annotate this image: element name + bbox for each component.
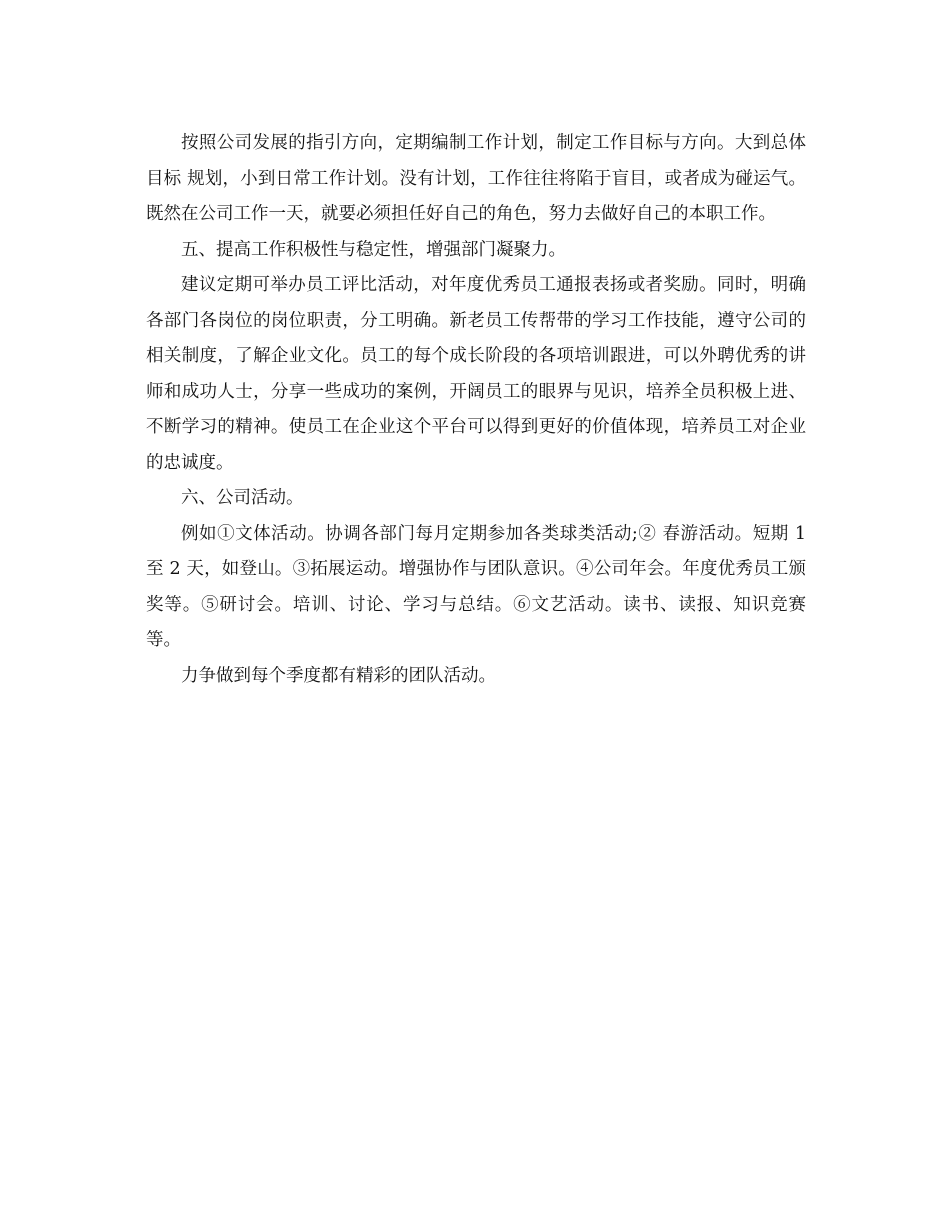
- paragraph-closing: 力争做到每个季度都有精彩的团队活动。: [181, 665, 496, 686]
- section-heading-5: 五、提高工作积极性与稳定性，增强部门凝聚力。: [181, 239, 566, 260]
- section-heading-6: 六、公司活动。: [181, 488, 304, 508]
- paragraph-employee-evaluation: 建议定期可举办员工评比活动，对年度优秀员工通报表扬或者奖励。同时，明确各部门各岗位的岗位职责，分工明确。新老员工传帮带的学习工作技能，遵守公司的相关制度，了解企业文化。员工的每个成长阶段的各项培训跟进，可以外聘优秀的讲师和成功人士，分享一些成功的案例，开阔员工的眼界与见识，培养全员积极上进、不断学习的精神。使员工在企业这个平台可以得到更好的价值体现，培养员工对企业的忠诚度。: [146, 275, 806, 473]
- document-body: [146, 126, 806, 694]
- paragraph-activities-list: 例如①文体活动。协调各部门每月定期参加各类球类活动;② 春游活动。短期 1 至 2 天，如登山。③拓展运动。增强协作与团队意识。④公司年会。年度优秀员工颁奖等。⑤研讨会。培训、讨论、学习与总结。⑥文艺活动。读书、读报、知识竞赛等。: [146, 523, 806, 650]
- paragraph-work-plan: 按照公司发展的指引方向，定期编制工作计划，制定工作目标与方向。大到总体目标 规划，小到日常工作计划。没有计划，工作往往将陷于盲目，或者成为碰运气。既然在公司工作一天，就要必须担任好自己的角色，努力去做好自己的本职工作。: [146, 133, 806, 224]
